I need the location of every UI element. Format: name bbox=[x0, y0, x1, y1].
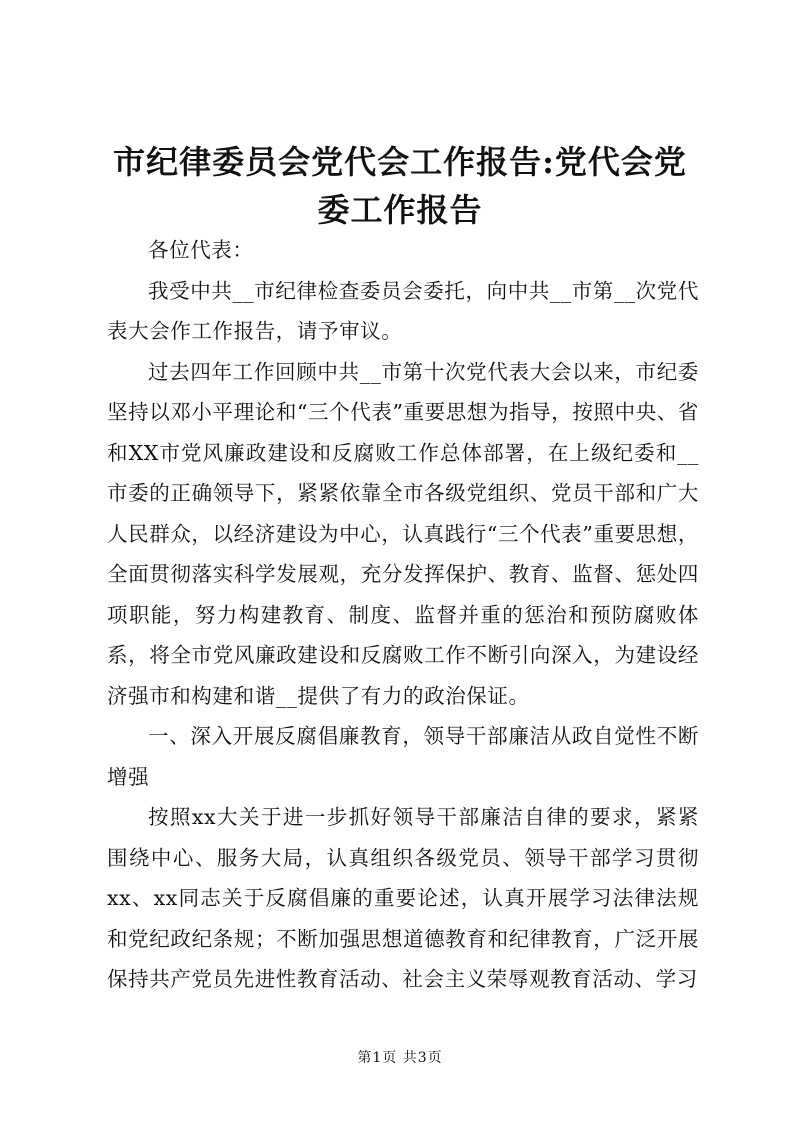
paragraph-education: 按照xx大关于进一步抓好领导干部廉洁自律的要求，紧紧围绕中心、服务大局，认真组织各级党员、领导干部学习贯彻xx、xx同志关于反腐倡廉的重要论述，认真开展学习法律法规和党纪政纪条规；不断加强思想道德教育和纪律教育，广泛开展保持共产党员先进性教育活动、社会主义荣辱观教育活动、学习 bbox=[107, 805, 699, 991]
section-heading-1: 一、深入开展反腐倡廉教育，领导干部廉洁从政自觉性不断增强 bbox=[107, 724, 699, 789]
document-body bbox=[107, 230, 699, 1000]
paragraph-salutation: 各位代表： bbox=[148, 238, 254, 262]
paragraph-review: 过去四年工作回顾中共__市第十次党代表大会以来，市纪委坚持以邓小平理论和“三个代表”重要思想为指导，按照中央、省和XX市党风廉政建设和反腐败工作总体部署，在上级纪委和__市委的正确领导下，紧紧依靠全市各级党组织、党员干部和广大人民群众，以经济建设为中心，认真践行“三个代表”重要思想，全面贯彻落实科学发展观，充分发挥保护、教育、监督、惩处四项职能，努力构建教育、制度、监督并重的惩治和预防腐败体系，将全市党风廉政建设和反腐败工作不断引向深入，为建设经济强市和构建和谐__提供了有力的政治保证。 bbox=[107, 359, 699, 708]
document-title: 市纪律委员会党代会工作报告:党代会党委工作报告 bbox=[113, 143, 687, 229]
paragraph-intro: 我受中共__市纪律检查委员会委托，向中共__市第__次党代表大会作工作报告，请予审议。 bbox=[107, 278, 699, 343]
page-number: 第1页 共3页 bbox=[357, 1050, 443, 1066]
